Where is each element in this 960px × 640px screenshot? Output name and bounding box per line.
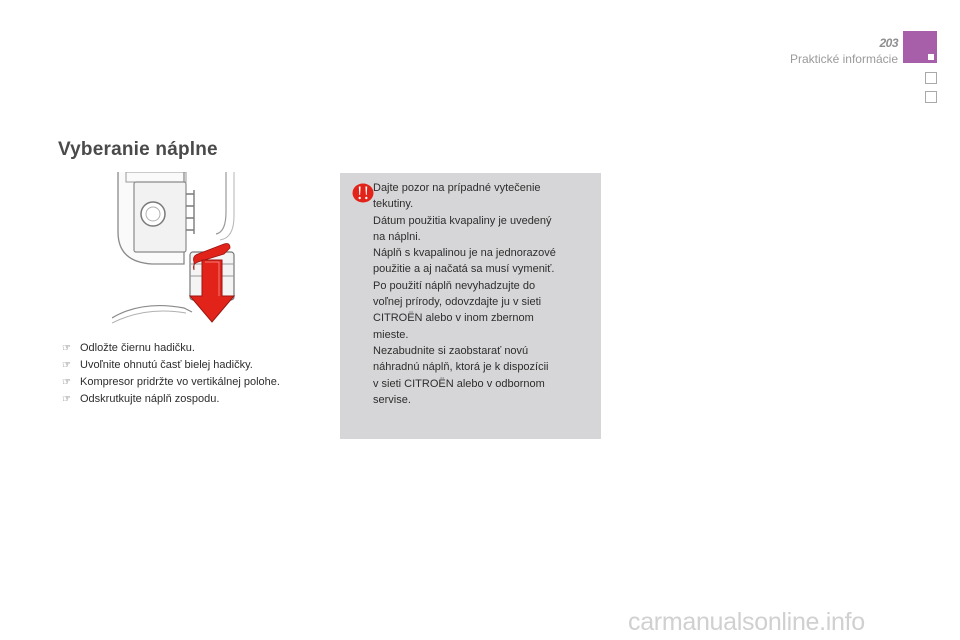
pointing-finger-icon: ☞: [62, 377, 71, 388]
warning-line: Nezabudnite si zaobstarať novú: [373, 344, 529, 357]
warning-line: mieste.: [373, 328, 409, 341]
warning-text: [373, 180, 595, 408]
warning-box: [340, 173, 601, 439]
step-text: Uvoľnite ohnutú časť bielej hadičky.: [80, 359, 253, 371]
list-item: [62, 357, 280, 374]
warning-line: Náplň s kvapalinou je na jednorazové: [373, 247, 556, 260]
exclamation-icon: [352, 183, 374, 203]
compressor-cartridge-illustration: [112, 172, 252, 326]
list-item: [62, 340, 280, 357]
warning-line: servise.: [373, 393, 411, 406]
page-heading: Vyberanie náplne: [58, 139, 218, 160]
step-text: Kompresor pridržte vo vertikálnej polohe.: [80, 376, 280, 388]
warning-line: tekutiny.: [373, 198, 414, 211]
chapter-tab-empty: [925, 91, 937, 103]
warning-line: Po použití náplň nevyhadzujte do: [373, 279, 536, 292]
watermark: carmanualsonline.info: [628, 608, 865, 636]
warning-line: voľnej prírody, odovzdajte ju v sieti: [373, 296, 542, 309]
step-text: Odložte čiernu hadičku.: [80, 342, 195, 354]
list-item: [62, 374, 280, 391]
pointing-finger-icon: ☞: [62, 360, 71, 371]
chapter-tab-empty: [925, 72, 937, 84]
pointing-finger-icon: ☞: [62, 343, 71, 354]
warning-line: CITROËN alebo v inom zbernom: [373, 312, 534, 325]
chapter-tab: [903, 31, 937, 63]
warning-line: použitie a aj načatá sa musí vymeniť.: [373, 263, 555, 276]
steps-list: [62, 340, 280, 408]
warning-line: náhradnú náplň, ktorá je k dispozícii: [373, 361, 549, 374]
warning-line: Dajte pozor na prípadné vytečenie: [373, 182, 541, 194]
step-text: Odskrutkujte náplň zospodu.: [80, 393, 220, 405]
warning-line: v sieti CITROËN alebo v odbornom: [373, 377, 545, 390]
list-item: [62, 391, 280, 408]
page-number: 203: [879, 36, 898, 50]
warning-line: na náplni.: [373, 230, 421, 243]
section-title: Praktické informácie: [789, 52, 898, 66]
pointing-finger-icon: ☞: [62, 394, 71, 405]
warning-line: Dátum použitia kvapaliny je uvedený: [373, 214, 552, 227]
